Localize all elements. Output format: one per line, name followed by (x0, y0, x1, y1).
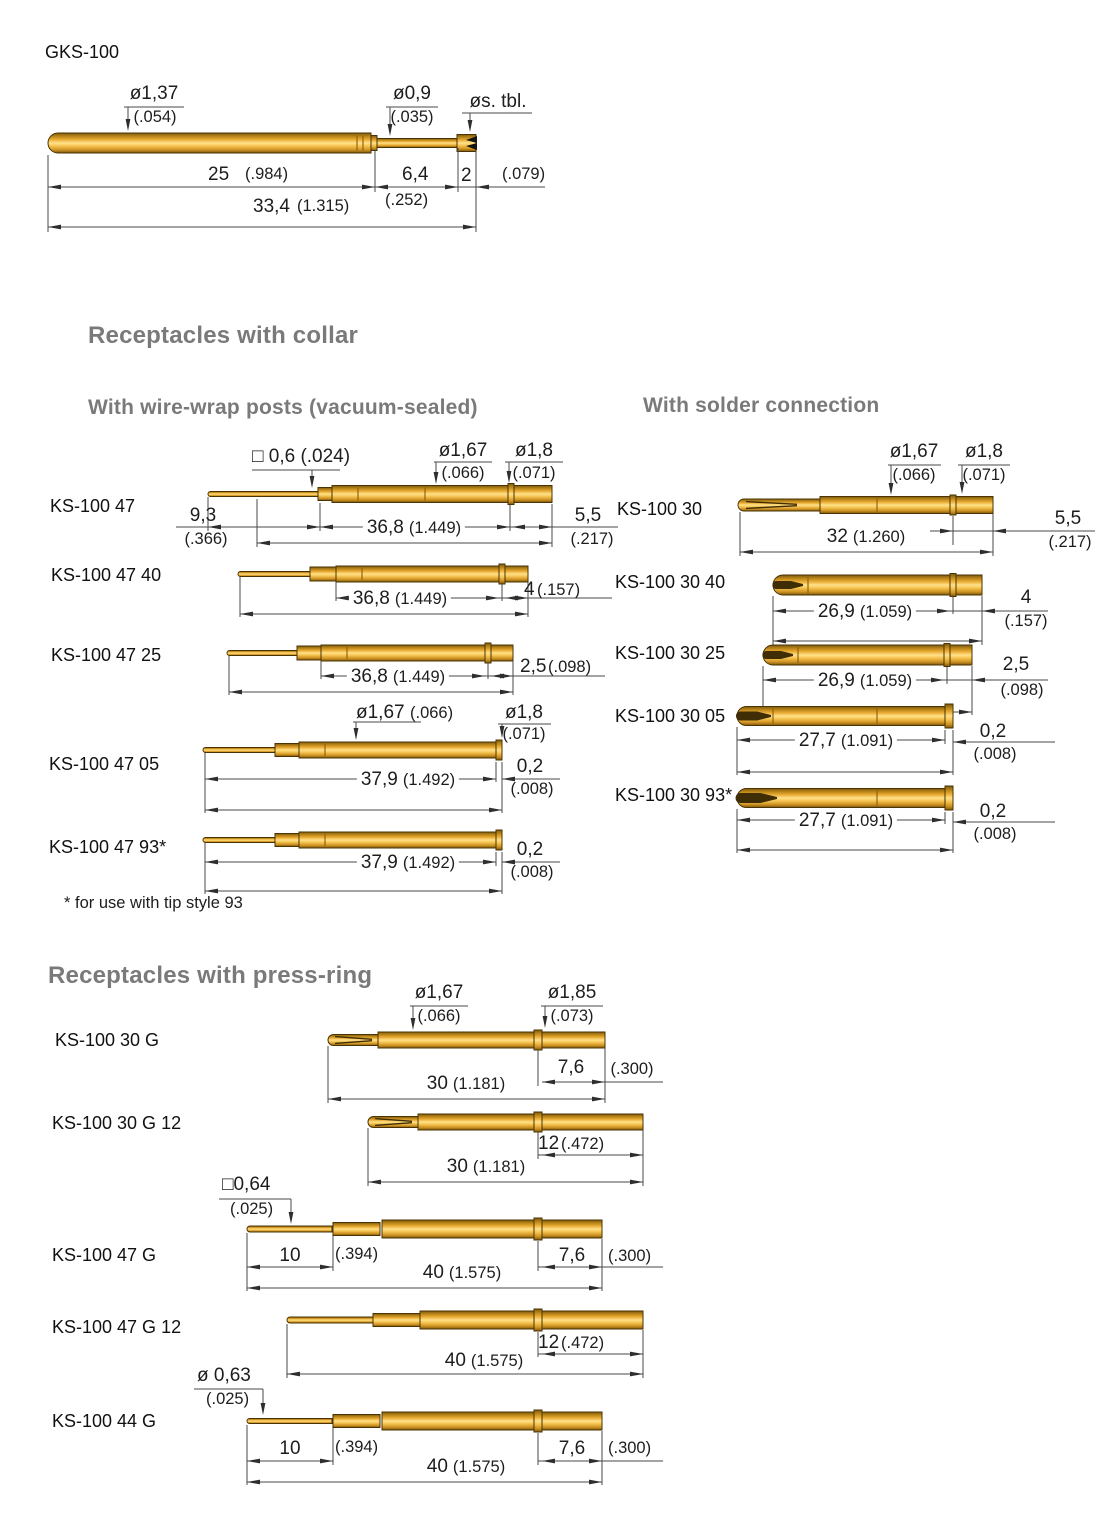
dimension-value: (.217) (570, 530, 614, 548)
dimension-arrowhead (592, 1097, 605, 1102)
dimension-value: (.054) (133, 108, 177, 126)
receptacle-body-segment (534, 1112, 542, 1132)
part-label: KS-100 47 25 (51, 645, 162, 665)
dimension-value: 0,2 (516, 839, 544, 860)
dimension-arrowhead (320, 1265, 333, 1270)
leader-arrowhead (468, 120, 473, 132)
dimension-mm: 32 (826, 526, 848, 547)
dimension-inch: (1.260) (852, 528, 906, 546)
dimension-value: ø1,8 (504, 702, 544, 723)
ks-100-30-g-drawing (328, 1006, 663, 1103)
receptacle-body-segment (299, 832, 496, 848)
receptacle-body-segment (318, 488, 332, 501)
dimension-arrowhead (592, 1080, 605, 1085)
dimension-arrowhead (515, 612, 528, 617)
ks-100-47-25-drawing (227, 643, 605, 695)
dimension-value: øs. tbl. (469, 91, 527, 112)
receptacle-body-segment (534, 1410, 542, 1432)
dimension-inch: (1.449) (392, 668, 446, 686)
dimension-arrowhead (542, 1352, 555, 1357)
part-label: KS-100 47 93* (49, 837, 167, 857)
part-label: KS-100 30 93* (615, 785, 733, 805)
receptacle-rod (238, 572, 310, 577)
dimension-arrowhead (539, 541, 552, 546)
dimension-value: 12 (538, 1133, 560, 1154)
dimension-arrowhead (972, 678, 985, 683)
dimension-arrowhead (515, 596, 528, 601)
receptacle-body-segment (945, 704, 953, 728)
dimension-arrowhead (737, 738, 750, 743)
dimension-value: 4 (1020, 587, 1032, 608)
receptacle-body-segment (534, 1218, 542, 1240)
dimension-arrowhead (740, 550, 753, 555)
dimension-value: 5,5 (574, 505, 602, 526)
dimension-value: (.157) (1004, 612, 1048, 630)
dimension-value: 2 (461, 165, 472, 186)
dimension-value: (.073) (550, 1007, 594, 1025)
part-label: KS-100 47 (50, 496, 136, 516)
dimension-mm: 36,8 (350, 666, 388, 687)
dimension-arrowhead (48, 225, 61, 230)
receptacle-body-segment (382, 1412, 602, 1430)
dimension-arrowhead (483, 860, 496, 865)
dimension-value: (1.315) (297, 197, 350, 215)
footnote: * for use with tip style 93 (64, 894, 243, 912)
dimension-arrowhead (362, 185, 375, 190)
ks-100-30-40-drawing (772, 574, 1048, 646)
dimension-value: ø1,8 (514, 440, 554, 461)
dimension-arrowhead (321, 674, 334, 679)
dimension-arrowhead (932, 738, 945, 743)
dimension-value: (.008) (510, 863, 554, 881)
dimension-arrowhead (502, 860, 515, 865)
dimension-arrowhead (589, 1480, 602, 1485)
ks-100-47-40-drawing (238, 564, 612, 617)
dimension-value: 0,2 (516, 756, 544, 777)
leader-arrowhead (960, 482, 965, 494)
dimension-arrowhead (476, 185, 489, 190)
receptacle-body-segment (418, 1114, 643, 1130)
dimension-arrowhead (500, 690, 513, 695)
dimension-value: (.035) (390, 108, 434, 126)
dimension-value: (.472) (561, 1334, 605, 1352)
leader-arrowhead (500, 726, 505, 738)
dimension-value: (.025) (230, 1200, 274, 1218)
dimension-arrowhead (257, 541, 270, 546)
dimension-arrowhead (630, 1153, 643, 1158)
dimension-arrowhead (542, 1080, 555, 1085)
dimension-arrowhead (205, 889, 218, 894)
dimension-inch: (1.091) (840, 732, 894, 750)
dimension-mm: 36,8 (352, 588, 390, 609)
dimension-value: (.984) (245, 165, 289, 183)
section-title-pressring: Receptacles with press-ring (48, 962, 373, 989)
subsection-title-solder: With solder connection (643, 394, 880, 417)
dimension-value: (.071) (512, 464, 556, 482)
dimension-arrowhead (980, 550, 993, 555)
dimension-value: (.066) (441, 464, 485, 482)
dimension-arrowhead (486, 596, 499, 601)
receptacle-body-segment (496, 740, 502, 760)
dimension-value: (.066) (417, 1007, 461, 1025)
dimension-mm: 37,9 (360, 852, 398, 873)
dimension-mm: 27,7 (798, 810, 836, 831)
dimension-value: ø1,8 (964, 441, 1004, 462)
dimension-arrowhead (542, 1265, 555, 1270)
receptacle-body-segment (275, 834, 299, 847)
dimension-mm: 37,9 (360, 769, 398, 790)
receptacle-body-segment (944, 644, 950, 667)
receptacle-body-segment (371, 136, 377, 151)
dimension-arrowhead (512, 525, 525, 530)
dimension-mm: 40 (444, 1350, 466, 1371)
dimension-value: ø1,67 (414, 982, 464, 1003)
dimension-inch: (1.449) (408, 519, 462, 537)
dimension-mm: 27,7 (798, 730, 836, 751)
part-label: KS-100 47 40 (51, 565, 162, 585)
part-label: KS-100 30 25 (615, 643, 726, 663)
dimension-arrowhead (630, 1372, 643, 1377)
receptacle-body-segment (534, 1030, 542, 1050)
dimension-value: 9,3 (189, 505, 217, 526)
receptacle-body-segment (333, 1415, 380, 1428)
dimension-mm: 26,9 (817, 601, 855, 622)
dimension-inch: (1.059) (859, 603, 913, 621)
dimension-value: (.394) (335, 1438, 379, 1456)
leader-arrowhead (289, 1212, 294, 1224)
dimension-arrowhead (497, 525, 510, 530)
receptacle-rod (48, 133, 371, 153)
leader-arrowhead (434, 472, 439, 484)
part-label: KS-100 30 (617, 499, 703, 519)
receptacle-body-segment (534, 1309, 542, 1331)
dimension-value: (.217) (1048, 533, 1092, 551)
part-label: KS-100 47 G 12 (52, 1317, 182, 1337)
dimension-value: 7,6 (558, 1438, 586, 1459)
part-label: KS-100 30 G (55, 1030, 160, 1050)
dimension-value: (.066) (892, 466, 936, 484)
dimension-arrowhead (589, 1265, 602, 1270)
ks-100-47-93-drawing (203, 830, 560, 894)
receptacle-body-segment (820, 497, 993, 514)
leader-arrowhead (889, 483, 894, 495)
receptacle-body-segment (332, 486, 552, 503)
dimension-arrowhead (205, 808, 218, 813)
part-label: KS-100 47 05 (49, 754, 160, 774)
ks-100-30-93-drawing (736, 786, 1056, 853)
leader-arrowhead (354, 728, 359, 740)
dimension-arrowhead (542, 1459, 555, 1464)
dimension-inch: (1.575) (448, 1264, 502, 1282)
receptacle-body-segment (945, 786, 953, 810)
dimension-arrowhead (247, 1480, 260, 1485)
dimension-arrowhead (932, 818, 945, 823)
dimension-arrowhead (247, 1459, 260, 1464)
ks-100-30-g-12-drawing (368, 1112, 643, 1186)
dimension-value: (.098) (1000, 681, 1044, 699)
dimension-arrowhead (328, 1097, 341, 1102)
dimension-arrowhead (445, 185, 458, 190)
dimension-arrowhead (931, 678, 944, 683)
dimension-mm: 26,9 (817, 670, 855, 691)
leader-arrowhead (411, 1018, 416, 1030)
dimension-value: 25 (208, 164, 230, 185)
ks-100-47-g-12-drawing (287, 1309, 643, 1378)
dimension-arrowhead (375, 185, 388, 190)
receptacle-rod (247, 1419, 332, 1424)
receptacle-body-segment (950, 574, 956, 597)
dimension-value: (.071) (502, 725, 546, 743)
dimension-arrowhead (247, 1286, 260, 1291)
dimension-value: (.071) (962, 466, 1006, 484)
dimension-value: (.008) (973, 825, 1017, 843)
dimension-arrowhead (240, 612, 253, 617)
dimension-arrowhead (737, 848, 750, 853)
receptacle-body-segment (499, 564, 505, 584)
dimension-arrowhead (969, 639, 982, 644)
dimension-value: 10 (279, 1438, 301, 1459)
dimension-arrowhead (589, 1459, 602, 1464)
leader-arrowhead (310, 476, 315, 488)
dimension-arrowhead (208, 525, 221, 530)
dimension-mm: 40 (426, 1456, 448, 1477)
dimension-arrowhead (489, 808, 502, 813)
dimension-value: ø1,67 (889, 441, 939, 462)
receptacle-body-segment (485, 643, 491, 663)
dimension-arrowhead (472, 674, 485, 679)
dimension-arrowhead (336, 596, 349, 601)
ks-100-30-05-drawing (736, 704, 1055, 775)
dimension-arrowhead (463, 225, 476, 230)
receptacle-body-segment (373, 1314, 420, 1327)
dimension-mm: 40 (422, 1262, 444, 1283)
leader-arrowhead (507, 471, 512, 483)
dimension-value: □ 0,6 (.024) (252, 446, 351, 467)
dimension-inch: (1.575) (470, 1352, 524, 1370)
receptacle-rod (738, 499, 820, 511)
dimension-mm: 36,8 (366, 517, 404, 538)
receptacle-rod (208, 492, 318, 497)
dimension-arrowhead (489, 889, 502, 894)
dimension-arrowhead (287, 1372, 300, 1377)
receptacle-body-segment (496, 830, 502, 850)
dimension-value: 5,5 (1054, 508, 1082, 529)
dimension-value: (.025) (206, 1390, 250, 1408)
dimension-value: (.252) (385, 191, 429, 209)
dimension-inch: (1.575) (452, 1458, 506, 1476)
dimension-inch: (1.091) (840, 812, 894, 830)
dimension-value: (.079) (502, 165, 546, 183)
dimension-arrowhead (937, 609, 950, 614)
dimension-arrowhead (959, 710, 972, 715)
ks-100-47-g-drawing (219, 1199, 663, 1291)
leader-arrowhead (388, 124, 393, 136)
receptacle-body-segment (310, 567, 336, 581)
dimension-value: ø1,37 (129, 83, 179, 104)
probe-title: GKS-100 (45, 42, 120, 62)
dimension-arrowhead (773, 609, 786, 614)
ks-100-30-drawing (738, 465, 1095, 556)
dimension-arrowhead (982, 609, 995, 614)
dimension-value: 2,5 (520, 656, 547, 677)
dimension-inch: (1.059) (859, 672, 913, 690)
dimension-value: 7,6 (558, 1245, 586, 1266)
dimension-inch: (1.181) (472, 1158, 526, 1176)
receptacle-body-segment (333, 1223, 380, 1236)
dimension-arrowhead (737, 818, 750, 823)
dimension-value: (.300) (608, 1439, 652, 1457)
part-label: KS-100 30 G 12 (52, 1113, 182, 1133)
dimension-value: 7,6 (557, 1057, 585, 1078)
dimension-arrowhead (953, 820, 966, 825)
dimension-value: (.008) (973, 745, 1017, 763)
dimension-arrowhead (539, 525, 552, 530)
part-label: KS-100 47 G (52, 1245, 157, 1265)
dimension-arrowhead (773, 639, 786, 644)
dimension-value: (.300) (610, 1060, 654, 1078)
receptacle-rod (247, 1226, 332, 1232)
dimension-value: ø1,67 (438, 440, 488, 461)
receptacle-rod (203, 838, 275, 843)
part-label: KS-100 44 G (52, 1411, 157, 1431)
dimension-value: 0,2 (979, 721, 1007, 742)
dimension-value: 33,4 (253, 196, 290, 217)
dimension-arrowhead (247, 1265, 260, 1270)
receptacle-body-segment (377, 139, 457, 148)
gks-100-probe-drawing (48, 107, 545, 232)
dimension-value: (.098) (548, 658, 592, 676)
dimension-arrowhead (368, 1180, 381, 1185)
dimension-arrowhead (763, 678, 776, 683)
dimension-value: ø 0,63 (197, 1365, 251, 1386)
receptacle-body-segment (275, 744, 299, 757)
dimension-arrowhead (940, 529, 953, 534)
receptacle-body-segment (297, 646, 321, 660)
dimension-value: (.066) (410, 704, 454, 722)
ks-100-30-25-drawing (762, 644, 1048, 716)
dimension-inch: (1.449) (394, 590, 448, 608)
dimension-value: (.472) (561, 1135, 605, 1153)
dimension-value: (.157) (537, 581, 581, 599)
dimension-arrowhead (48, 185, 61, 190)
leader-arrowhead (261, 1403, 266, 1415)
dimension-arrowhead (205, 860, 218, 865)
dimension-inch: (1.181) (452, 1075, 506, 1093)
dimension-inch: (1.492) (402, 854, 456, 872)
dimension-value: 10 (279, 1245, 301, 1266)
dimension-value: 6,4 (402, 164, 429, 185)
dimension-value: □0,64 (222, 1174, 271, 1195)
ks-100-47-drawing (176, 462, 618, 547)
dimension-value: ø1,85 (547, 982, 597, 1003)
receptacle-body-segment (382, 1220, 602, 1238)
dimension-arrowhead (307, 525, 320, 530)
dimension-arrowhead (320, 525, 333, 530)
dimension-arrowhead (940, 770, 953, 775)
receptacle-body-segment (420, 1311, 643, 1329)
dimension-value: (.300) (608, 1247, 652, 1265)
dimension-arrowhead (502, 777, 515, 782)
leader-arrowhead (543, 1016, 548, 1028)
receptacle-body-segment (378, 1032, 605, 1048)
dimension-value: (.008) (510, 780, 554, 798)
dimension-arrowhead (500, 674, 513, 679)
dimension-value: 12 (538, 1332, 560, 1353)
receptacle-body-segment (950, 495, 956, 515)
part-label: KS-100 30 05 (615, 706, 726, 726)
dimension-arrowhead (737, 770, 750, 775)
crown-tip (457, 135, 476, 152)
dimension-value: (.394) (335, 1245, 379, 1263)
receptacle-rod (203, 748, 275, 753)
dimension-arrowhead (953, 740, 966, 745)
receptacle-rod (287, 1317, 373, 1323)
dimension-arrowhead (940, 848, 953, 853)
receptacle-body-segment (321, 645, 513, 661)
dimension-arrowhead (589, 1286, 602, 1291)
receptacle-rod (763, 645, 972, 665)
ks-100-47-05-drawing (203, 722, 560, 813)
dimension-value: (.366) (184, 530, 228, 548)
dimension-value: 2,5 (1002, 654, 1030, 675)
receptacle-body-segment (508, 484, 514, 505)
dimension-value: 0,2 (979, 801, 1007, 822)
dimension-value: ø0,9 (392, 83, 432, 104)
dimension-mm: 30 (426, 1073, 448, 1094)
dimension-arrowhead (542, 1153, 555, 1158)
dimension-arrowhead (205, 777, 218, 782)
dimension-value: ø1,67 (356, 702, 405, 723)
leader-arrowhead (126, 119, 131, 131)
dimension-arrowhead (320, 1459, 333, 1464)
subsection-title-wirewrap: With wire-wrap posts (vacuum-sealed) (88, 396, 478, 419)
dimension-mm: 30 (446, 1156, 468, 1177)
dimension-value: 4 (524, 579, 535, 600)
dimension-arrowhead (630, 1180, 643, 1185)
dimension-arrowhead (993, 529, 1006, 534)
receptacle-rod (227, 651, 297, 656)
part-label: KS-100 30 40 (615, 572, 726, 592)
section-title-collar: Receptacles with collar (88, 322, 359, 349)
dimension-arrowhead (483, 777, 496, 782)
ks-100-44-g-drawing (194, 1389, 663, 1485)
dimension-arrowhead (229, 690, 242, 695)
dimension-arrowhead (630, 1352, 643, 1357)
receptacle-body-segment (299, 742, 496, 758)
dimension-inch: (1.492) (402, 771, 456, 789)
